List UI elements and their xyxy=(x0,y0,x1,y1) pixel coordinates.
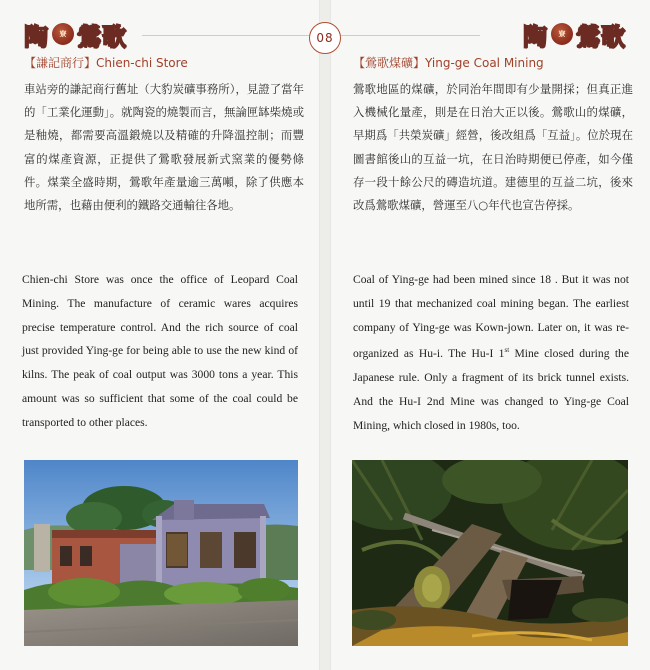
page-gutter xyxy=(320,0,330,670)
brand-char-2: 鶯歌 xyxy=(576,21,626,51)
page-number-badge: 08 xyxy=(309,22,341,54)
chinese-paragraph: 車站旁的謙記商行舊址（大豹炭礦事務所），見證了當年的「工業化運動」。就陶瓷的燒製而言，無論匣缽柴燒或是釉燒，都需要高溫鍛燒以及精確的升降溫控制；而豐富的煤產資源，正提供了鶯歌發展新式窯業的優勢條件。煤業全盛時期，鶯歌年產量逾三萬噸，除了供應本地所需，也藉由便利的鐵路交通輸往各地。 xyxy=(24,82,304,213)
chinese-paragraph: 鶯歌地區的煤礦，於同治年間即有少量開採；但真正進入機械化量產，則是在日治大正以後。鶯歌山的煤礦，早期爲「共榮炭礦」經營，後改組爲「互益」。位於現在圖書館後山的互益一坑，在日治時期便已停產，如今僅存一段十餘公尺的磚造坑道。建德里的互益二坑，後來改爲鶯歌煤礦，營運至八○年代也宣告停採。 xyxy=(353,82,633,213)
photo-coal-mine-ruins xyxy=(352,460,628,646)
section-title-ying-ge-coal: 【鶯歌煤礦】Ying-ge Coal Mining xyxy=(353,56,544,70)
english-paragraph: Coal of Ying-ge had been mined since 18 . But it was not until 19 that mechanized coal mining began. The earliest company of Ying-ge was Kown-jown. Later on, it was re-organized as Hu-i. The Hu-I 1st Mine closed during the Japanese rule. Only a fragment of its brick tunnel exists. And the Hu-I 2nd Mine was changed to Ying-ge Coal Mining, which closed in 1980s, too. xyxy=(353,273,629,432)
brand-char-1: 陶 xyxy=(24,21,49,51)
mine-photo-image xyxy=(352,460,628,646)
brand-logo xyxy=(24,18,127,50)
left-page xyxy=(0,0,320,670)
photo-chien-chi-store xyxy=(24,460,298,646)
right-page xyxy=(330,0,650,670)
english-paragraph: Chien-chi Store was once the office of Leopard Coal Mining. The manufacture of ceramic wares acquires precise temperature control. And the rich source of coal just provided Ying-ge for being able to use the new kind of kilns. The peak of coal output was 3000 tons a year. This amount was so sufficient that some of the coal could be transported to other places. xyxy=(22,273,298,429)
store-photo-image xyxy=(24,460,298,646)
brand-logo xyxy=(523,18,626,50)
header-rule xyxy=(142,35,320,36)
seal-icon: 寮 xyxy=(551,23,573,45)
brand-char-2: 鶯歌 xyxy=(77,21,127,51)
brand-char-1: 陶 xyxy=(523,21,548,51)
seal-icon: 寮 xyxy=(52,23,74,45)
section-title-chien-chi: 【謙記商行】Chien-chi Store xyxy=(24,56,188,70)
header-rule xyxy=(330,35,480,36)
